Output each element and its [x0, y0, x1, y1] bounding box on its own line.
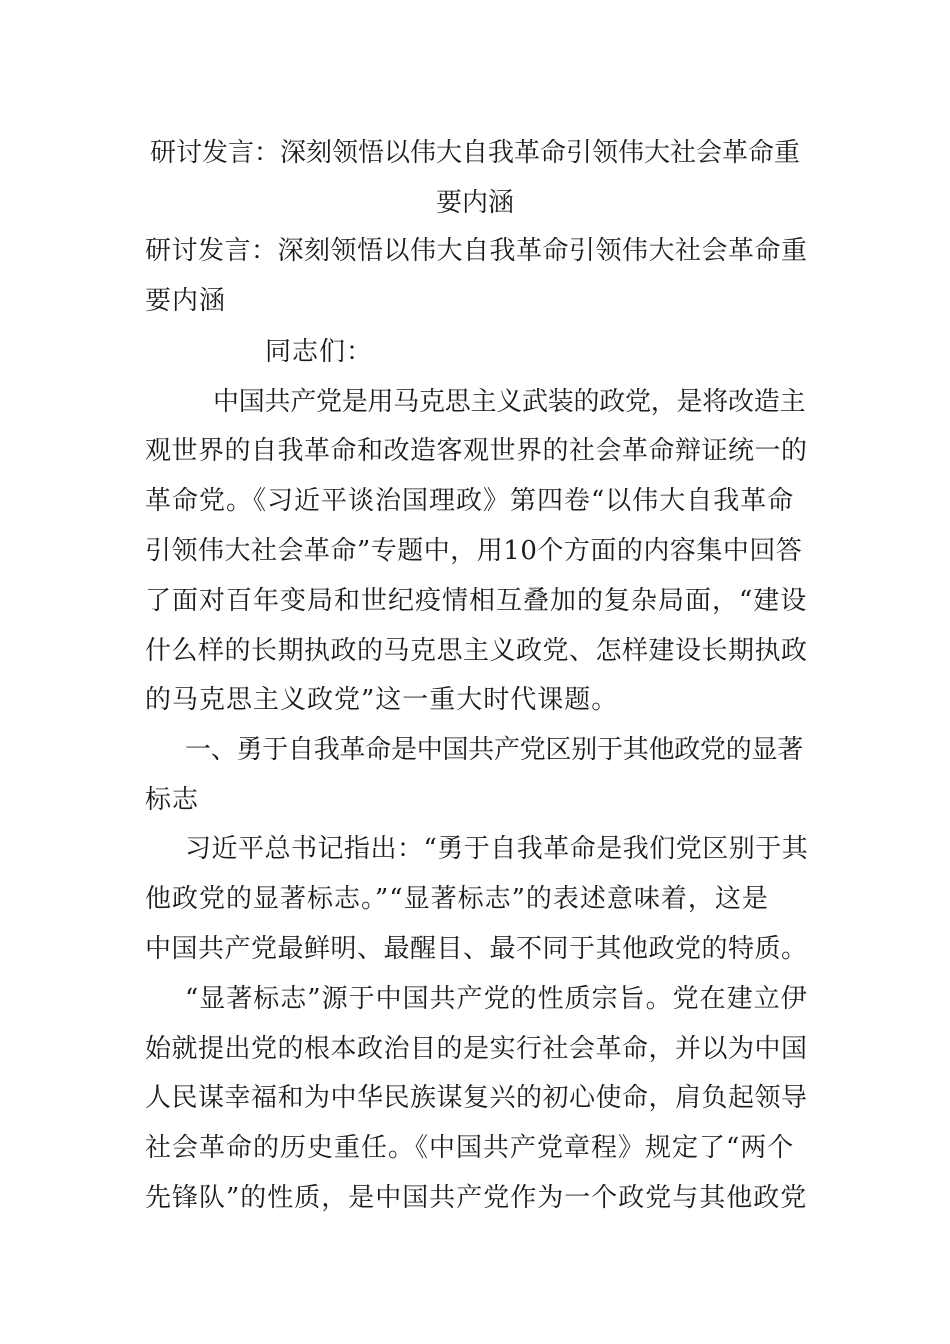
text-line: 始就提出党的根本政治目的是实行社会革命，并以为中国: [145, 1034, 808, 1064]
text-line: 人民谋幸福和为中华民族谋复兴的初心使命，肩负起领导: [145, 1083, 808, 1113]
text-line: 中国共产党是用马克思主义武装的政党，是将改造主: [213, 387, 806, 417]
document-title-line-2: 要内涵: [435, 188, 514, 218]
text-line: “显著标志”源于中国共产党的性质宗旨。党在建立伊: [185, 984, 808, 1014]
text-line: 观世界的自我革命和改造客观世界的社会革命辩证统一的: [145, 436, 808, 466]
text-line: 社会革命的历史重任。《中国共产党章程》规定了“两个: [145, 1133, 795, 1163]
document-title-line-1: 研讨发言：深刻领悟以伟大自我革命引领伟大社会革命重: [149, 138, 800, 168]
text-line: 的马克思主义政党”这一重大时代课题。: [145, 685, 619, 715]
salutation: 同志们：: [265, 337, 374, 367]
text-line: 了面对百年变局和世纪疫情相互叠加的复杂局面，“建设: [145, 586, 808, 616]
text-line: 先锋队”的性质，是中国共产党作为一个政党与其他政党: [145, 1183, 808, 1213]
text-line: 引领伟大社会革命”专题中，用10个方面的内容集中回答: [145, 536, 803, 566]
subtitle-line-1: 研讨发言：深刻领悟以伟大自我革命引领伟大社会革命重: [145, 236, 808, 266]
text-line: 习近平总书记指出：“勇于自我革命是我们党区别于其: [185, 834, 809, 864]
text-line: 什么样的长期执政的马克思主义政党、怎样建设长期执政: [145, 636, 808, 666]
section-heading-line-2: 标志: [145, 785, 200, 815]
section-heading-line-1: 一、勇于自我革命是中国共产党区别于其他政党的显著: [185, 735, 804, 765]
subtitle-line-2: 要内涵: [145, 286, 227, 316]
text-line: 中国共产党最鲜明、最醒目、最不同于其他政党的特质。: [145, 934, 808, 964]
text-line: 他政党的显著标志。”“显著标志”的表述意味着，这是: [145, 884, 769, 914]
text-line: 革命党。《习近平谈治国理政》第四卷“以伟大自我革命: [145, 486, 795, 516]
